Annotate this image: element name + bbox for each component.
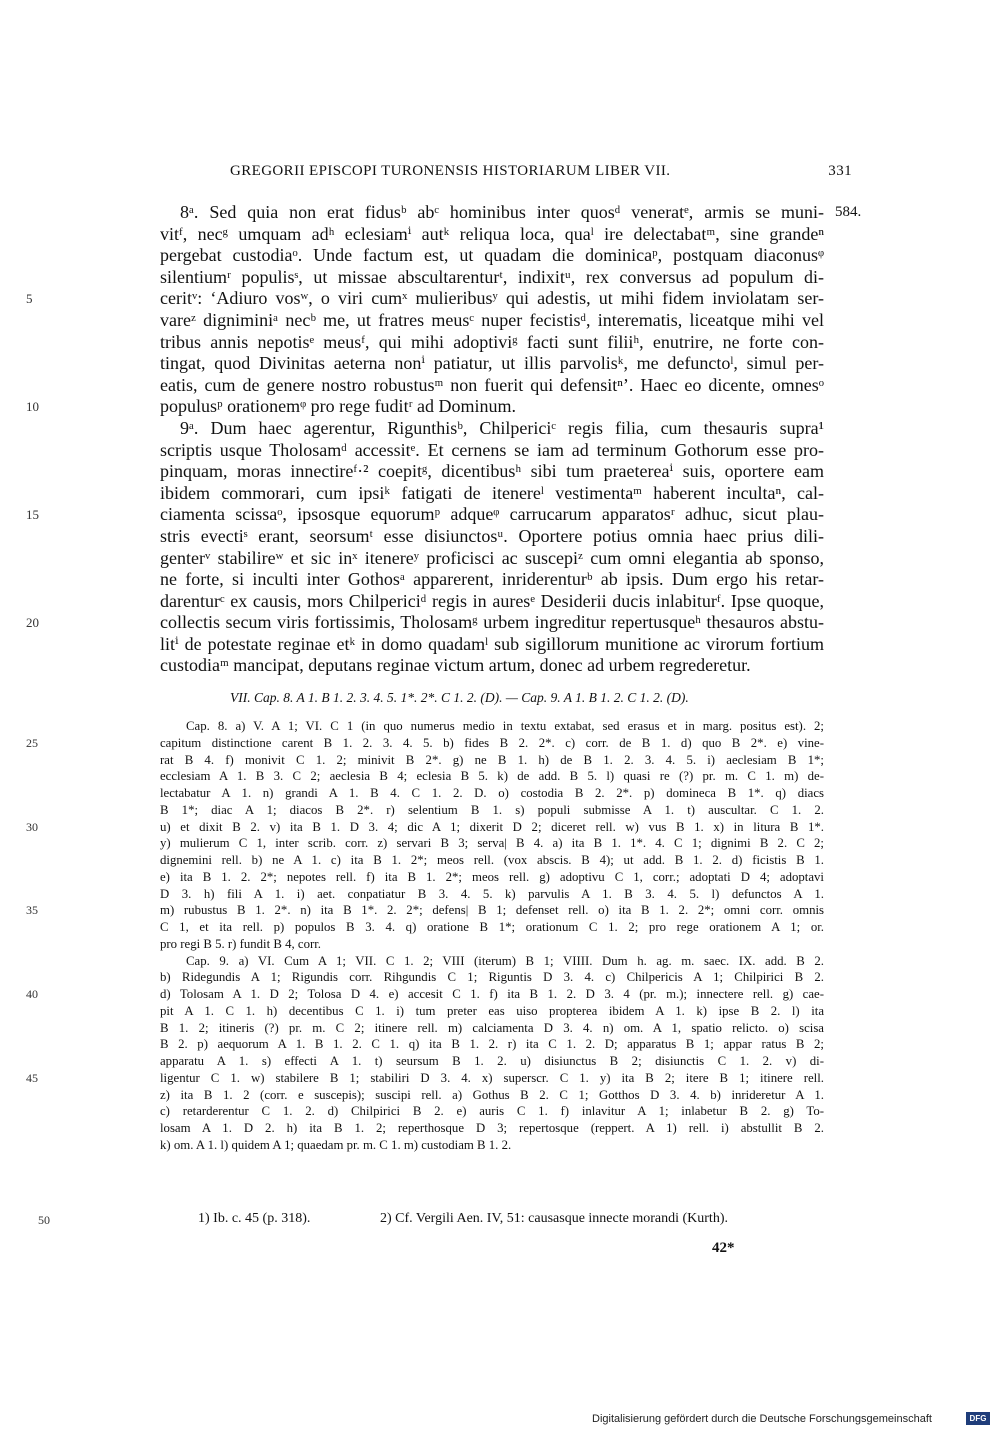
text-line (26, 396, 824, 418)
line-text: tribus annis nepotisᵉ meusᶠ, qui mihi adoptiviᵍ facti sunt filiiʰ, enutrire, ne forte con- (160, 331, 824, 352)
line-text: scriptis usque Tholosamᵈ accessitᵉ. Et cernens se iam ad terminum Gothorum esse pro- (160, 439, 824, 460)
apparatus-line (160, 1103, 824, 1120)
line-text: 8ᵃ. Sed quia non erat fidusᵇ abᶜ hominibus inter quosᵈ veneratᵉ, armis se muni- (180, 202, 824, 222)
apparatus-line (26, 902, 824, 919)
line-number: 40 (26, 987, 38, 1001)
line-text: lectabatur A 1. n) grandi A 1. B 4. C 1. 2. D. o) costodia B 2. 2*. p) domineca B 1*. q) diacs (160, 786, 824, 800)
text-line (26, 504, 824, 526)
apparatus-line (160, 919, 824, 936)
text-line (160, 483, 824, 505)
line-text: dignemini rell. b) ne A 1. c) ita B 1. 2*; meos rell. (vox abscis. B 4); ut add. B 1. 2. d) ficistis B 1. (160, 853, 824, 867)
line-text: ligentur C 1. w) stabilere B 1; stabiliri D 3. 4. x) superscr. C 1. y) ita B 2; itere B 1; itinere rell. (160, 1070, 824, 1085)
text-line (160, 461, 824, 483)
apparatus-line (160, 852, 824, 869)
line-number: 50 (38, 1213, 50, 1227)
line-text: tingat, quod Divinitas aeterna nonⁱ patiatur, ut illis parvolisᵏ, me defunctoˡ, simul per- (160, 353, 824, 374)
line-text: pro regi B 5. r) fundit B 4, corr. (160, 936, 321, 951)
main-text (26, 202, 824, 677)
signature-mark: 42* (712, 1240, 735, 1256)
apparatus-line (160, 1087, 824, 1104)
apparatus-line (160, 752, 824, 769)
line-number: 10 (26, 399, 39, 415)
text-line (26, 288, 824, 310)
apparatus-line (26, 1070, 824, 1087)
apparatus-line (26, 735, 824, 752)
dfg-logo: DFG (966, 1412, 990, 1425)
apparatus-line (160, 1137, 824, 1154)
apparatus-line (160, 1053, 824, 1070)
apparatus-line (160, 969, 824, 986)
line-text: darenturᶜ ex causis, mors Chilpericiᵈ regis in auresᵉ Desiderii ducis inlabiturᶠ. Ipse quoque, (160, 590, 824, 611)
critical-apparatus (26, 718, 824, 1154)
apparatus-line (160, 802, 824, 819)
line-text: capitum distinctione carent B 1. 2. 3. 4. 5. b) fides B 2. 2*. c) corr. de B 1. d) quo B 2*. e) vine- (160, 735, 824, 750)
line-text: B 1*; diac A 1; diacos B 2*. r) selentium B 1. s) populi submisse A 1. t) auscultar. C 1. 2. (160, 802, 824, 817)
line-text: d) Tolosam A 1. D 2; Tolosa D 4. e) accesit C 1. f) ita B 1. 2. D 3. 4 (pr. m.); innectere rell. g) cae- (160, 987, 824, 1001)
text-line (160, 353, 824, 375)
apparatus-line (160, 869, 824, 886)
line-text: eatis, cum de genere nostro robustusᵐ non fuerit qui defensitⁿʼ. Haec eo dicente, omnesᵒ (160, 374, 824, 395)
text-line (160, 526, 824, 548)
text-line (160, 267, 824, 289)
line-number: 25 (26, 735, 38, 750)
line-text: collectis secum viris fortissimis, Tholosamᵍ urbem ingreditur repertusqueʰ thesauros abstu- (160, 612, 824, 633)
text-line (160, 332, 824, 354)
apparatus-line (160, 718, 824, 735)
sigla-line: VII. Cap. 8. A 1. B 1. 2. 3. 4. 5. 1*. 2*. C 1. 2. (D). — Cap. 9. A 1. B 1. 2. C 1. 2. (D). (230, 690, 689, 705)
line-text: custodiaᵐ mancipat, deputans reginae victum artum, donec ad urbem regrederetur. (160, 655, 751, 676)
line-text: pinquam, moras innectireᶠ·² coepitᵍ, dicentibusʰ sibi tum praetereaⁱ suis, oportere eam (160, 461, 824, 482)
text-line (160, 655, 824, 677)
apparatus-line (160, 1003, 824, 1020)
text-line (160, 375, 824, 397)
text-line (160, 310, 824, 332)
line-text: litⁱ de potestate reginae etᵏ in domo quadamˡ sub sigillorum munitione ac virorum fortium (160, 633, 824, 654)
line-text: Cap. 8. a) V. A 1; VI. C 1 (in quo numerus medio in textu extabat, sed erasus et in marg. positus est). 2; (186, 719, 824, 733)
line-text: C 1, et ita rell. p) populos B 3. 4. q) oratione B 1*; orationum C 1. 2; pro rege orationem A 1; or. (160, 920, 824, 934)
apparatus-line (26, 986, 824, 1003)
line-text: pergebat custodiaᵒ. Unde factum est, ut quadam die dominicaᵖ, postquam diaconusᵠ (160, 245, 824, 266)
apparatus-line (160, 768, 824, 785)
apparatus-line (160, 886, 824, 903)
line-number: 45 (26, 1070, 38, 1085)
line-text: z) ita B 1. 2 (corr. e suscepis); suscipi rell. a) Gothus B 2. C 1; Gotthos D 3. 4. b) inrideretur A 1. (160, 1087, 824, 1102)
line-text: vareᶻ digniminiᵃ necᵇ me, ut fratres meusᶜ nuper fecistisᵈ, interematis, liceatque mihi vel (160, 309, 824, 330)
apparatus-line (160, 785, 824, 802)
line-text: ciamenta scissaᵒ, ipsosque equorumᵖ adqueᵠ carrucarum apparatosʳ adhuc, sicut plau- (160, 504, 824, 525)
line-number: 20 (26, 615, 39, 631)
line-text: populusᵖ orationemᵠ pro rege fuditʳ ad Dominum. (160, 396, 516, 417)
apparatus-line (160, 953, 824, 970)
footer-credit: Digitalisierung gefördert durch die Deutsche Forschungsgemeinschaft (592, 1413, 932, 1425)
line-text: D 3. h) fili A 1. i) aet. conpatiatur B 3. 4. 5. k) parvulis A 1. B 3. 4. 5. l) defunctos A 1. (160, 886, 824, 901)
text-line (26, 612, 824, 634)
line-text: b) Ridegundis A 1; Rigundis corr. Rihgundis C 1; Riguntis D 3. 4. c) Chilpericis A 1; Chilpirici B 2. (160, 970, 824, 985)
text-line (160, 569, 824, 591)
line-number: 35 (26, 903, 38, 918)
line-text: ne forte, si inculti inter Gothosᵃ apparerent, inriderenturᵇ ab ipsis. Dum ergo his retar- (160, 569, 824, 590)
line-text: e) ita B 1. 2. 2*; nepotes rell. f) ita B 1. 2*; meos rell. g) adoptivu C 1, corr.; adoptati D 4; adoptavi (160, 869, 824, 884)
line-text: c) retarderentur C 1. 2. d) Chilpirici B 2. e) auris C 1. f) inlavitur A 1; inlabetur B 2. g) To- (160, 1104, 824, 1119)
running-title: GREGORII EPISCOPI TURONENSIS HISTORIARUM LIBER VII. (230, 163, 671, 179)
text-line (160, 418, 824, 440)
line-text: losam A 1. D 2. h) ita B 1. 2; reperthosque D 3; repertosque (reppert. A 1) rell. i) abstullit B 2. (160, 1121, 824, 1135)
apparatus-line (160, 1020, 824, 1037)
apparatus-line (160, 1036, 824, 1053)
footnote-2: 2) Cf. Vergili Aen. IV, 51: causasque innecte morandi (Kurth). (380, 1211, 728, 1226)
apparatus-line (26, 819, 824, 836)
line-text: vitᶠ, necᵍ umquam adʰ eclesiamⁱ autᵏ reliqua loca, quaˡ ire delectabatᵐ, sine grandeⁿ (160, 223, 824, 244)
line-number: 15 (26, 507, 39, 523)
margin-year: 584. (835, 204, 862, 220)
line-text: y) mulierum C 1, inter scrib. corr. z) servari B 3; serva| B 4. a) ita B 1. 1*. 4. C 1; dignimi B 2. C 2; (160, 836, 824, 851)
line-number: 30 (26, 819, 38, 834)
line-text: B 1. 2; itineris (?) pr. m. C 2; itinere rell. m) calciamenta D 3. 4. n) om. A 1, spatio relicto. o) scisa (160, 1020, 824, 1035)
line-text: genterᵛ stabilireʷ et sic inˣ itenereʸ proficisci ac suscepiᶻ cum omni elegantia ab sponso, (160, 547, 824, 568)
line-number: 5 (26, 291, 33, 307)
text-line (160, 548, 824, 570)
line-text: silentiumʳ populisˢ, ut missae abscultarenturᵗ, indixitᵘ, rex conversus ad populum di- (160, 266, 824, 287)
text-line (160, 245, 824, 267)
line-text: k) om. A 1. l) quidem A 1; quaedam pr. m. C 1. m) custodiam B 1. 2. (160, 1137, 512, 1152)
line-text: 9ᵃ. Dum haec agerentur, Rigunthisᵇ, Chilpericiᶜ regis filia, cum thesauris supra¹ (180, 417, 824, 438)
line-text: apparatu A 1. s) effecti A 1. t) seursum B 1. 2. u) disiunctus B 2; disiunctis C 1. 2. v) di- (160, 1054, 824, 1068)
line-text: stris evectiˢ erant, seorsumᵗ esse disiunctosᵘ. Oportere potius omnia haec prius dili- (160, 525, 824, 546)
text-line (160, 224, 824, 246)
page-number: 331 (828, 163, 852, 179)
line-text: Cap. 9. a) VI. Cum A 1; VII. C 1. 2; VIII (iterum) B 1; VIIII. Dum h. ag. m. saec. IX. add. B 2. (186, 953, 824, 968)
line-text: ceritᵛ: ʻAdiuro vosʷ, o viri cumˣ mulieribusʸ qui adestis, ut mihi fidem inviolatam ser- (160, 288, 824, 309)
line-text: B 2. p) aequorum A 1. B 1. 2. C 1. q) ita B 1. 2. r) ita C 1. 2. D; apparatus B 1; appar ratus B 2; (160, 1037, 824, 1052)
line-text: ibidem commorari, cum ipsiᵏ fatigati de itenereˡ vestimentaᵐ haberent incultaⁿ, cal- (160, 482, 824, 503)
text-line (160, 440, 824, 462)
text-line (160, 202, 824, 224)
line-text: pit A 1. C 1. h) decentibus C 1. i) tum preter eas uiso propterea ibidem A 1. k) ipse B 2. l) ita (160, 1003, 824, 1018)
line-text: rat B 4. f) monivit C 1. 2; minivit B 2*. g) ne B 1. h) de B 1. 2. 3. 4. 5. i) aeclesiam B 1*; (160, 752, 824, 767)
apparatus-line (160, 1120, 824, 1137)
line-text: u) et dixit B 2. v) ita B 1. D 3. 4; dic A 1; dixerit D 2; diceret rell. w) vus B 1. x) in litura B 1*. (160, 819, 824, 834)
footnote-1: 1) Ib. c. 45 (p. 318). (198, 1211, 311, 1226)
line-text: m) rubustus B 1. 2*. n) ita B 1*. 2. 2*; defens| B 1; defenset rell. o) ita B 1. 2. 2*; omni corr. omnis (160, 903, 824, 918)
line-text: ecclesiam A 1. B 3. C 2; aeclesia B 4; eclesia B 5. k) de add. B 5. l) quasi re (?) pr. m. C 1. m) de- (160, 769, 824, 784)
text-line (160, 634, 824, 656)
text-line (160, 591, 824, 613)
apparatus-line (160, 936, 824, 953)
apparatus-line (160, 835, 824, 852)
